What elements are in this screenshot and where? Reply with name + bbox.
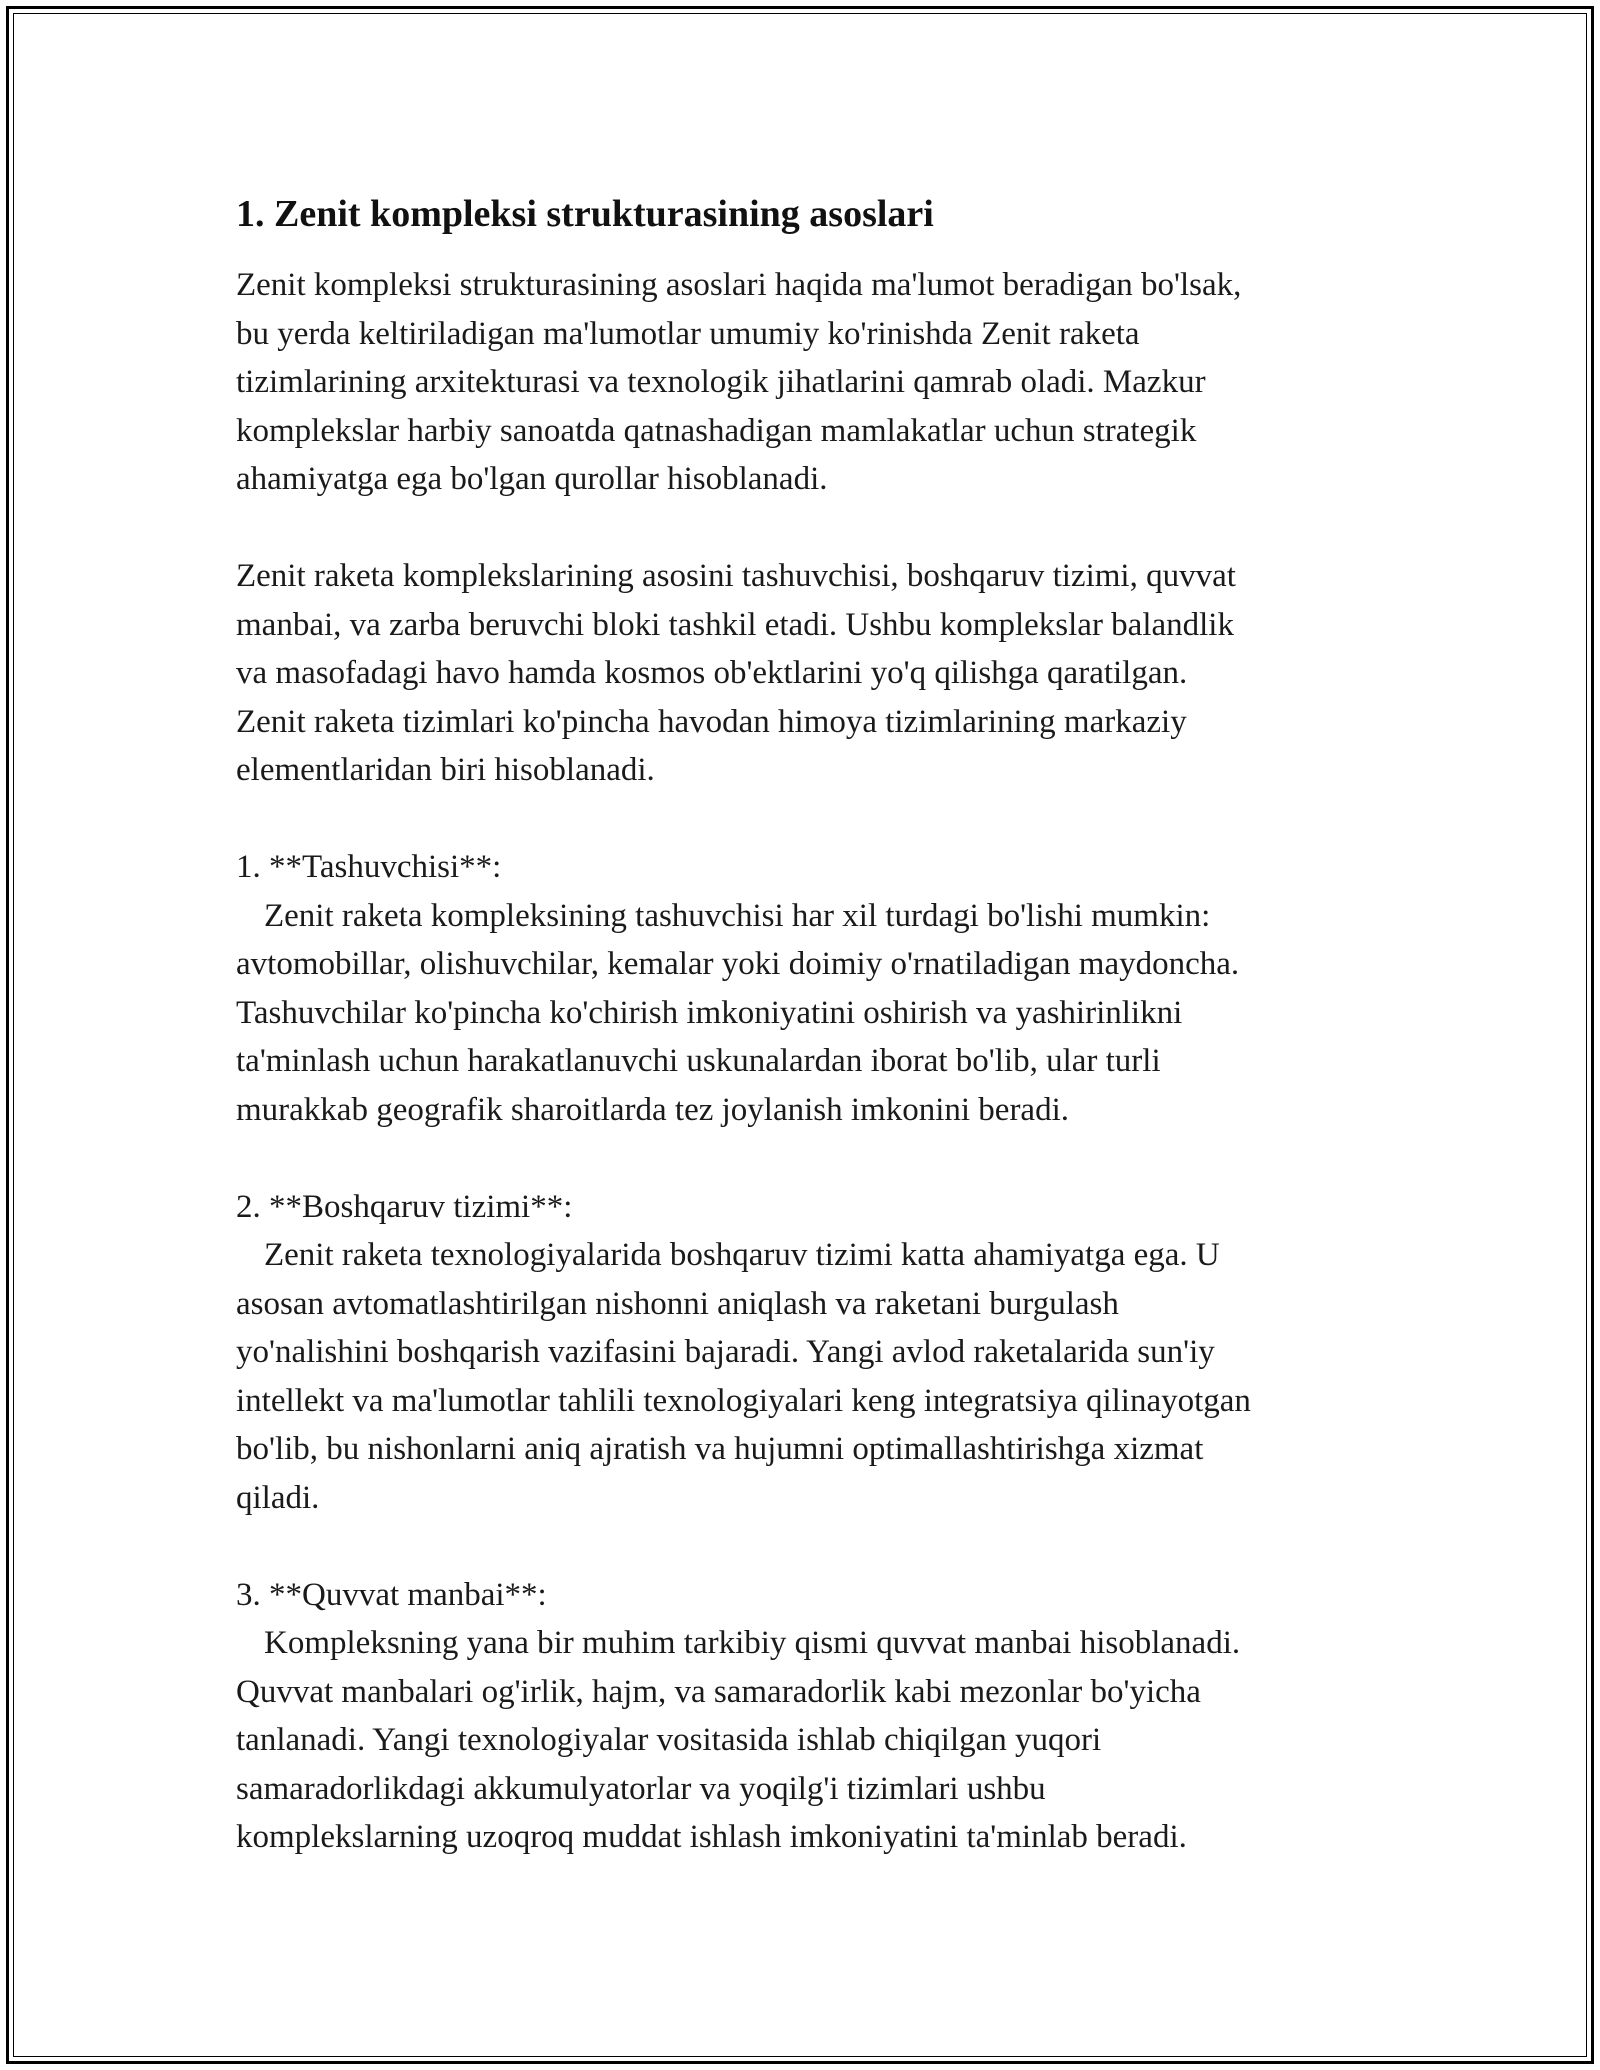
intro-paragraph-2: Zenit raketa komplekslarining asosini tashuvchisi, boshqaruv tizimi, quvvat manbai, va zarba beruvchi bloki tashkil etadi. Ushbu komplekslar balandlik va masofadagi havo hamda kosmos ob'ektlarini yo'q qilishga qaratilgan. Zenit raketa tizimlari ko'pincha havodan himoya tizimlarining markaziy elementlaridan biri hisoblanadi. [236, 558, 1236, 788]
section-heading: 1. Zenit kompleksi strukturasining asoslari [236, 193, 934, 235]
list-item-body: Zenit raketa kompleksining tashuvchisi har xil turdagi bo'lishi mumkin: avtomobillar, olishuvchilar, kemalar yoki doimiy o'rnatiladigan maydoncha. Tashuvchilar ko'pincha ko'chirish imkoniyatini oshirish va yashirinlikni ta'minlash uchun harakatlanuvchi uskunalardan iborat bo'lib, ular turli murakkab geografik sharoitlarda tez joylanish imkonini beradi. [236, 897, 1240, 1128]
paragraph-spacer [236, 795, 1386, 844]
list-item-title: 2. **Boshqaruv tizimi**: [236, 1188, 573, 1225]
list-item-boshqaruv-tizimi [236, 1183, 1386, 1523]
paragraph-spacer [236, 504, 1386, 553]
list-item-title: 3. **Quvvat manbai**: [236, 1576, 547, 1613]
intro-paragraph-1: Zenit kompleksi strukturasining asoslari haqida ma'lumot beradigan bo'lsak, bu yerda keltiriladigan ma'lumotlar umumiy ko'rinishda Zenit raketa tizimlarining arxitekturasi va texnologik jihatlarini qamrab oladi. Mazkur komplekslar harbiy sanoatda qatnashadigan mamlakatlar uchun strategik ahamiyatga ega bo'lgan qurollar hisoblanadi. [236, 267, 1242, 497]
paragraph-spacer [236, 1134, 1386, 1183]
list-item-tashuvchisi [236, 843, 1386, 1134]
list-item-title: 1. **Tashuvchisi**: [236, 849, 502, 885]
document-page [236, 188, 1386, 1862]
list-item-body: Kompleksning yana bir muhim tarkibiy qismi quvvat manbai hisoblanadi. Quvvat manbalari og'irlik, hajm, va samaradorlik kabi mezonlar bo'yicha tanlanadi. Yangi texnologiyalar vositasida ishlab chiqilgan yuqori samaradorlikdagi akkumulyatorlar va yoqilg'i tizimlari ushbu komplekslarning uzoqroq muddat ishlash imkoniyatini ta'minlab beradi. [236, 1625, 1241, 1855]
list-item-quvvat-manbai [236, 1571, 1386, 1862]
paragraph-spacer [236, 1522, 1386, 1571]
list-item-body: Zenit raketa texnologiyalarida boshqaruv tizimi katta ahamiyatga ega. U asosan avtomatlashtirilgan nishonni aniqlash va raketani burgulash yo'nalishini boshqarish vazifasini bajaradi. Yangi avlod raketalarida sun'iy intellekt va ma'lumotlar tahlili texnologiyalari keng integratsiya qilinayotgan bo'lib, bu nishonlarni aniq ajratish va hujumni optimallashtirishga xizmat qiladi. [236, 1237, 1251, 1516]
